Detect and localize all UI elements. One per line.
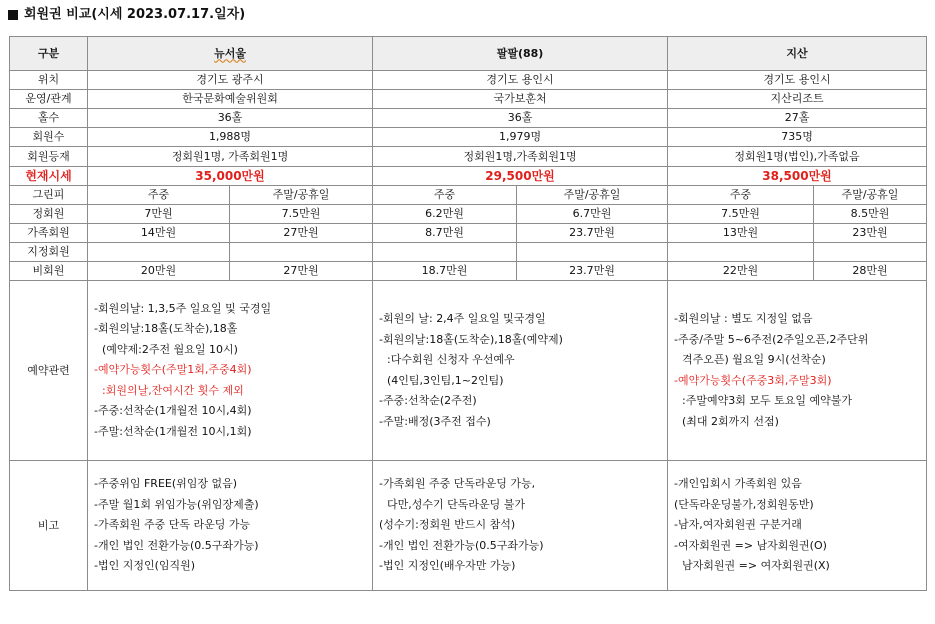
table-cell: 27만원 xyxy=(230,262,373,281)
weekend-header: 주말/공휴일 xyxy=(814,186,927,205)
table-cell xyxy=(517,243,668,262)
table-cell: 6.2만원 xyxy=(373,205,517,224)
reservation-notes xyxy=(88,281,373,461)
price-row xyxy=(10,167,927,186)
header-club-jisan: 지산 xyxy=(668,37,927,71)
note-line: 남자회원권 => 여자회원권(X) xyxy=(682,559,830,573)
greenfee-row xyxy=(10,205,927,224)
row-label: 예약관련 xyxy=(10,281,88,461)
row-label: 홀수 xyxy=(10,109,88,128)
note-line: -가족회원 주중 단독라운딩 가능, xyxy=(379,477,536,491)
note-line: -회원의날: 1,3,5주 일요일 및 국경일 xyxy=(94,301,272,315)
operator-row xyxy=(10,90,927,109)
note-line: -개인 법인 전환가능(0.5구좌가능) xyxy=(379,538,544,552)
note-line: -여자회원권 => 남자회원권(O) xyxy=(674,538,827,552)
note-line: -개인입회시 가족회원 있음 xyxy=(674,477,802,491)
row-label: 회원등재 xyxy=(10,147,88,167)
row-label: 지정회원 xyxy=(10,243,88,262)
table-cell: 8.5만원 xyxy=(814,205,927,224)
row-label: 가족회원 xyxy=(10,224,88,243)
header-category: 구분 xyxy=(10,37,88,71)
greenfee-row xyxy=(10,243,927,262)
table-cell: 7.5만원 xyxy=(230,205,373,224)
table-cell: 7.5만원 xyxy=(668,205,814,224)
note-line: -주말 월1회 위임가능(위임장제출) xyxy=(94,497,259,511)
table-cell: 27홀 xyxy=(668,109,927,128)
note-line: 다만,성수기 단독라운딩 불가 xyxy=(387,497,526,511)
table-cell: 정회원1명, 가족회원1명 xyxy=(88,147,373,167)
table-cell: 20만원 xyxy=(88,262,230,281)
note-line: -법인 지정인(배우자만 가능) xyxy=(379,559,516,573)
table-cell: 36홀 xyxy=(88,109,373,128)
price-cell: 29,500만원 xyxy=(373,167,668,186)
note-line: (단독라운딩불가,정회원동반) xyxy=(674,497,814,511)
table-cell: 13만원 xyxy=(668,224,814,243)
price-cell: 38,500만원 xyxy=(668,167,927,186)
note-line: -주중/주말 5~6주전(2주일오픈,2주단위 xyxy=(674,332,869,346)
greenfee-row xyxy=(10,262,927,281)
note-line: -예약가능횟수(주중3회,주말3회) xyxy=(674,373,832,387)
table-cell: 28만원 xyxy=(814,262,927,281)
note-line: (최대 2회까지 선점) xyxy=(682,414,779,428)
row-label: 그린피 xyxy=(10,186,88,205)
note-line: -개인 법인 전환가능(0.5구좌가능) xyxy=(94,538,259,552)
note-line: -회원의날:18홀(도착순),18홀 xyxy=(94,322,238,336)
greenfee-row xyxy=(10,224,927,243)
table-cell: 지산리조트 xyxy=(668,90,927,109)
table-cell: 정회원1명,가족회원1명 xyxy=(373,147,668,167)
table-cell xyxy=(373,243,517,262)
reservation-row xyxy=(10,281,927,461)
note-line: -예약가능횟수(주말1회,주중4회) xyxy=(94,363,252,377)
holes-row xyxy=(10,109,927,128)
table-cell: 18.7만원 xyxy=(373,262,517,281)
note-line: -주중:선착순(2주전) xyxy=(379,394,477,407)
table-cell: 735명 xyxy=(668,128,927,147)
table-cell: 6.7만원 xyxy=(517,205,668,224)
row-label: 비회원 xyxy=(10,262,88,281)
weekday-header: 주중 xyxy=(88,186,230,205)
table-cell xyxy=(230,243,373,262)
remarks-row xyxy=(10,461,927,591)
note-line: :주말예약3회 모두 토요일 예약불가 xyxy=(682,394,852,407)
header-row xyxy=(10,37,927,71)
note-line: -주중위임 FREE(위임장 없음) xyxy=(94,477,238,491)
table-cell: 36홀 xyxy=(373,109,668,128)
note-line: -주말:선착순(1개월전 10시,1회) xyxy=(94,424,252,438)
header-club-newseoul-text: 뉴서울 xyxy=(214,46,246,60)
table-cell xyxy=(668,243,814,262)
header-club-88: 팔팔(88) xyxy=(373,37,668,71)
table-cell: 1,979명 xyxy=(373,128,668,147)
location-row xyxy=(10,71,927,90)
note-line: -법인 지정인(임직원) xyxy=(94,559,196,573)
table-cell: 8.7만원 xyxy=(373,224,517,243)
comparison-table xyxy=(9,36,927,591)
weekend-header: 주말/공휴일 xyxy=(230,186,373,205)
row-label: 회원수 xyxy=(10,128,88,147)
header-club-newseoul xyxy=(88,37,373,71)
table-cell: 27만원 xyxy=(230,224,373,243)
table-cell xyxy=(88,243,230,262)
note-line: (성수기:정회원 반드시 참석) xyxy=(379,518,516,532)
note-line: :회원의날,잔여시간 횟수 제외 xyxy=(102,383,244,397)
note-line: :다수회원 신청자 우선예우 xyxy=(387,353,515,366)
note-line: -주말:배정(3주전 접수) xyxy=(379,414,491,428)
table-cell: 22만원 xyxy=(668,262,814,281)
reservation-notes xyxy=(373,281,668,461)
weekend-header: 주말/공휴일 xyxy=(517,186,668,205)
table-cell: 경기도 용인시 xyxy=(373,71,668,90)
note-line: -회원의날 : 별도 지정일 없음 xyxy=(674,312,813,325)
table-cell: 국가보훈처 xyxy=(373,90,668,109)
row-label: 정회원 xyxy=(10,205,88,224)
price-label: 현재시세 xyxy=(10,167,88,186)
table-cell: 23만원 xyxy=(814,224,927,243)
note-line: (예약제:2주전 월요일 10시) xyxy=(102,342,238,356)
note-line: -가족회원 주중 단독 라운딩 가능 xyxy=(94,518,251,532)
note-line: (4인팀,3인팀,1~2인팀) xyxy=(387,373,504,387)
table-cell xyxy=(814,243,927,262)
remarks-notes xyxy=(373,461,668,591)
remarks-notes xyxy=(668,461,927,591)
note-line: -회원의 날: 2,4주 일요일 및국경일 xyxy=(379,312,546,325)
row-label: 비고 xyxy=(10,461,88,591)
remarks-notes xyxy=(88,461,373,591)
table-cell: 23.7만원 xyxy=(517,262,668,281)
table-cell: 14만원 xyxy=(88,224,230,243)
note-line: 격주오픈) 월요일 9시(선착순) xyxy=(682,353,826,366)
note-line: -주중:선착순(1개월전 10시,4회) xyxy=(94,404,252,418)
weekday-header: 주중 xyxy=(373,186,517,205)
page-title-text: 회원권 비교(시세 2023.07.17.일자) xyxy=(24,7,246,22)
table-cell: 정회원1명(법인),가족없음 xyxy=(668,147,927,167)
price-cell: 35,000만원 xyxy=(88,167,373,186)
table-cell: 경기도 광주시 xyxy=(88,71,373,90)
reservation-notes xyxy=(668,281,927,461)
row-label: 위치 xyxy=(10,71,88,90)
table-cell: 한국문화예술위원회 xyxy=(88,90,373,109)
square-bullet-icon xyxy=(8,10,18,20)
row-label: 운영/관계 xyxy=(10,90,88,109)
members-row xyxy=(10,128,927,147)
table-cell: 23.7만원 xyxy=(517,224,668,243)
note-line: -남자,여자회원권 구분거래 xyxy=(674,518,802,532)
note-line: -회원의날:18홀(도착순),18홀(예약제) xyxy=(379,332,563,346)
registration-row xyxy=(10,147,927,167)
table-cell: 7만원 xyxy=(88,205,230,224)
weekday-header: 주중 xyxy=(668,186,814,205)
table-cell: 1,988명 xyxy=(88,128,373,147)
greenfee-header-row xyxy=(10,186,927,205)
page-title xyxy=(8,6,245,24)
table-cell: 경기도 용인시 xyxy=(668,71,927,90)
